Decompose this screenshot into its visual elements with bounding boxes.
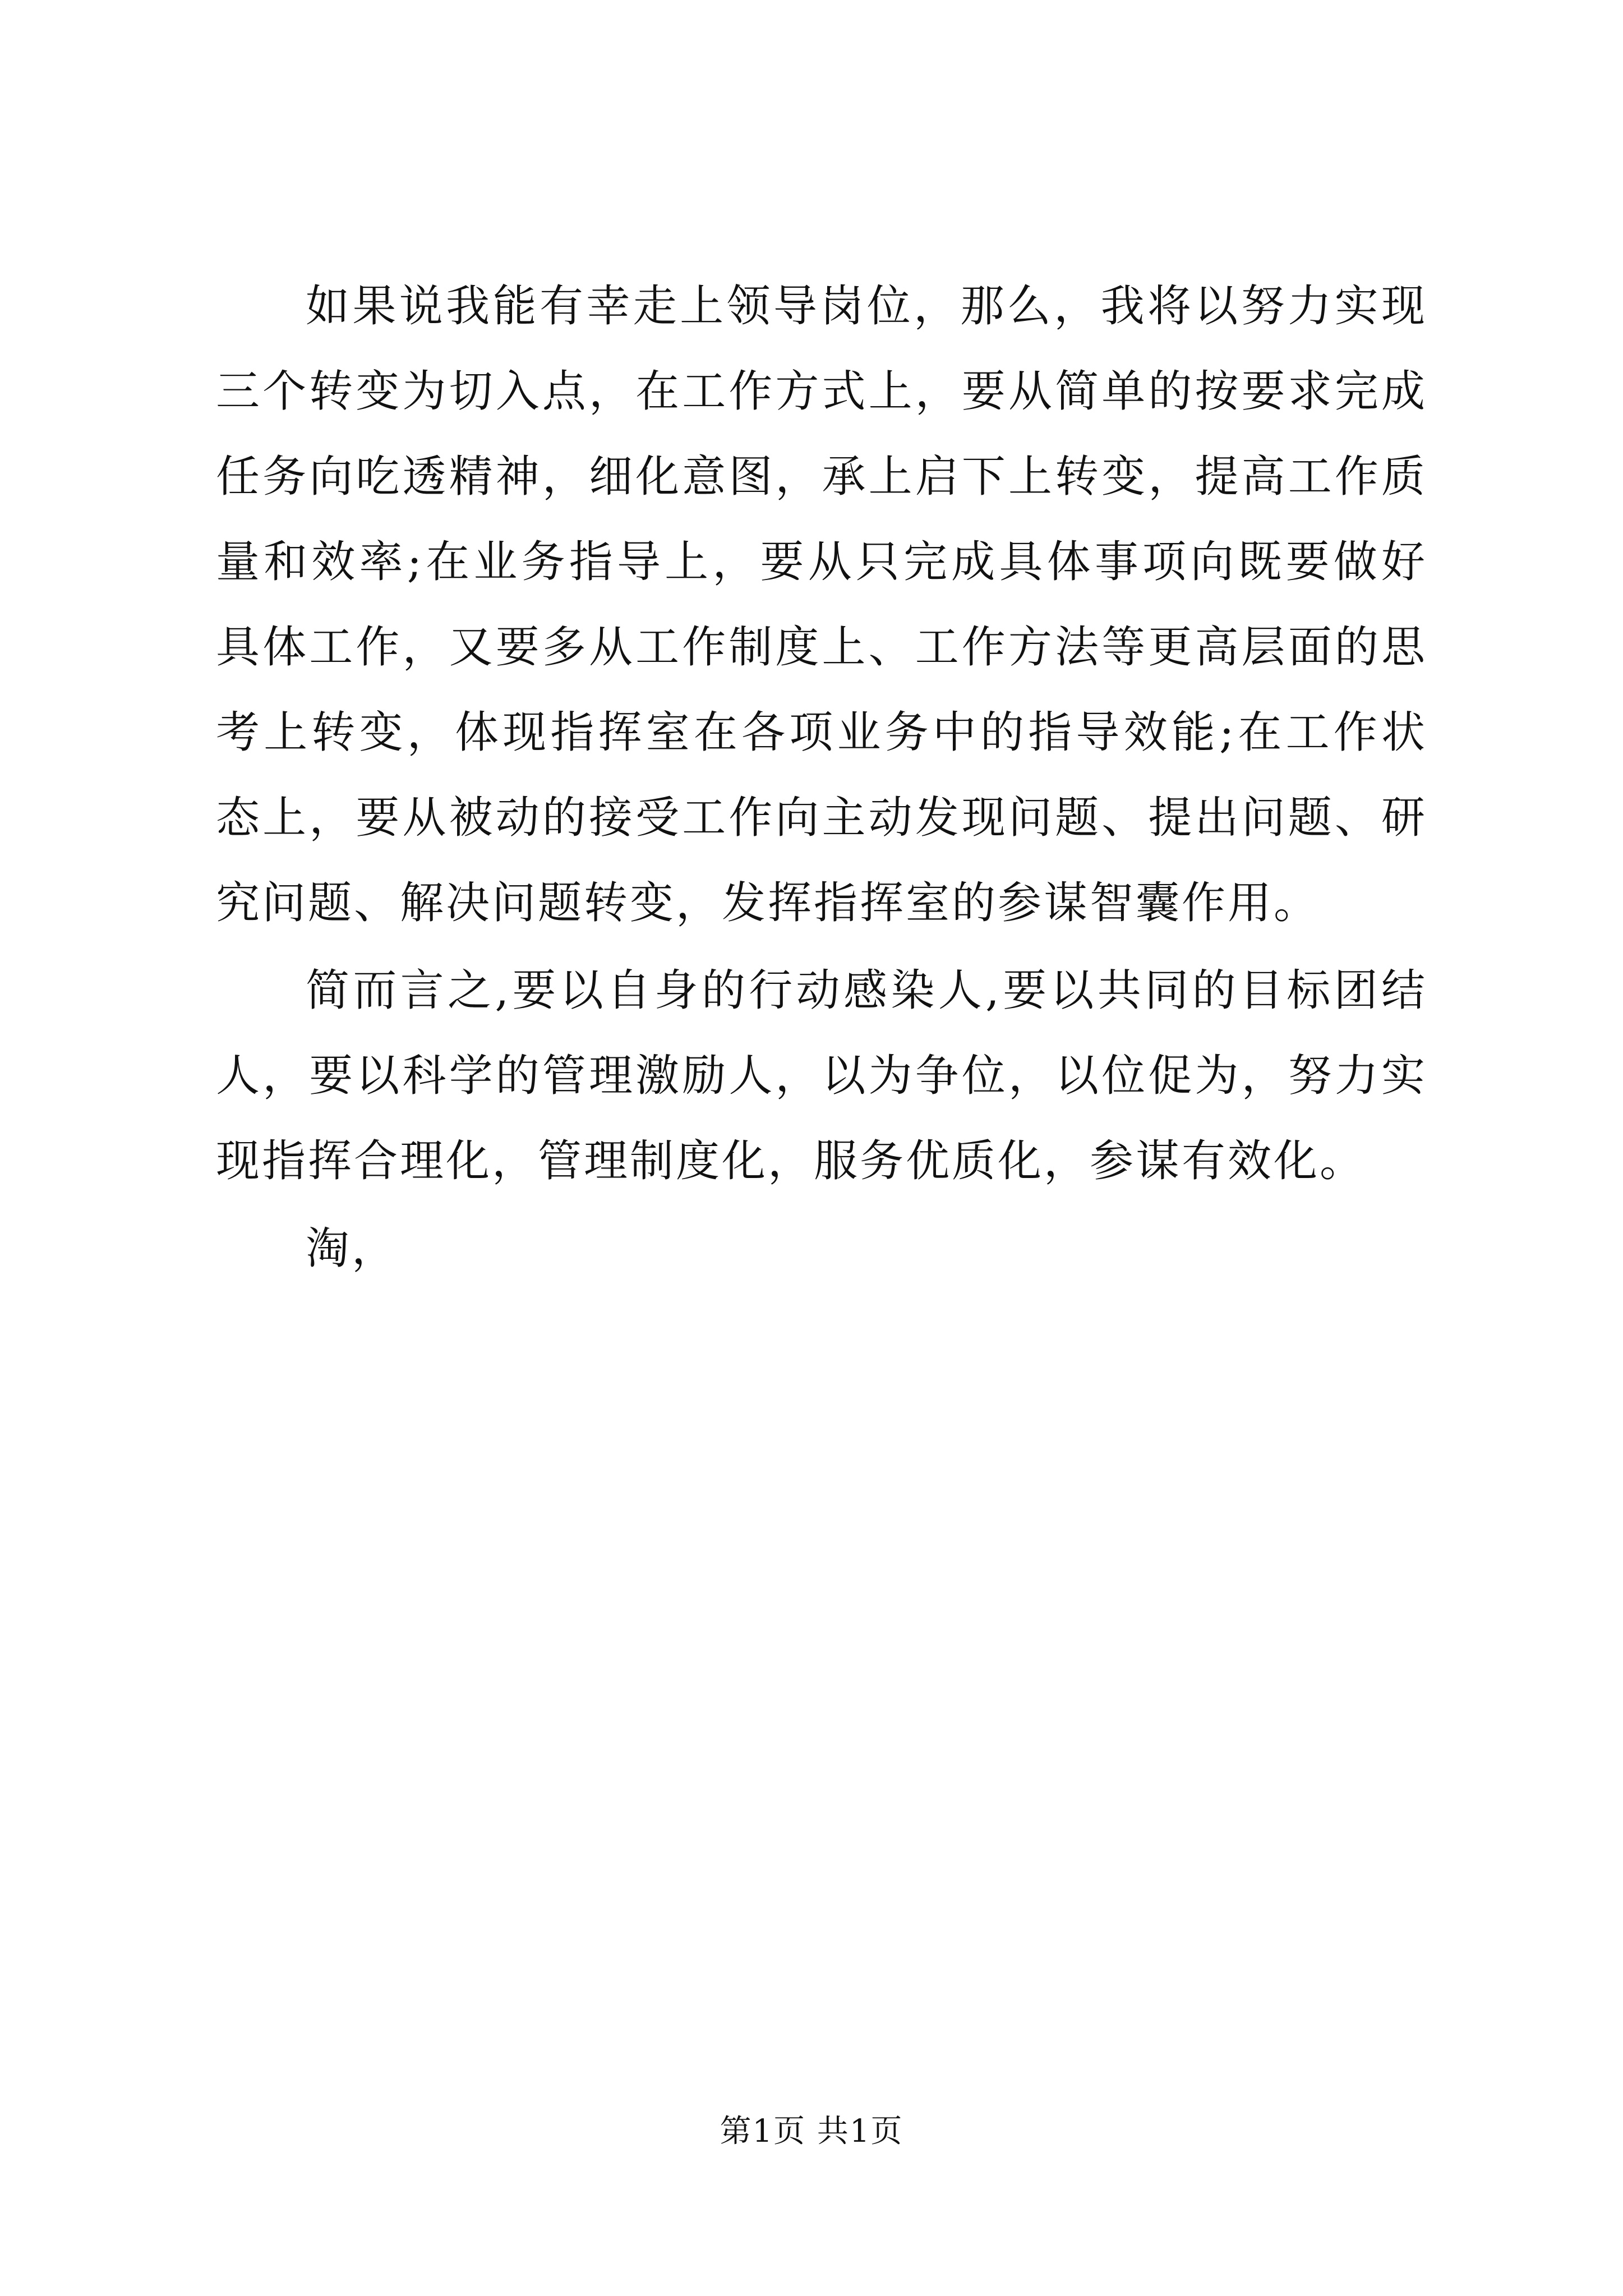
page-number: 第1页 共1页 — [720, 2113, 903, 2150]
paragraph-1: 如果说我能有幸走上领导岗位，那么，我将以努力实现三个转变为切入点，在工作方式上，要从简单的按要求完成任务向吃透精神，细化意图，承上启下上转变，提高工作质量和效率;在业务指导上，要从只完成具体事项向既要做好具体工作，又要多从工作制度上、工作方法等更高层面的思考上转变，体现指挥室在各项业务中的指导效能;在工作状态上，要从被动的接受工作向主动发现问题、提出问题、研究问题、解决问题转变，发挥指挥室的参谋智囊作用。 — [216, 281, 1427, 928]
document-body — [216, 264, 1427, 1291]
page-footer — [0, 2109, 1623, 2154]
paragraph-2: 简而言之,要以自身的行动感染人,要以共同的目标团结人，要以科学的管理激励人，以为争位，以位促为，努力实现指挥合理化，管理制度化，服务优质化，参谋有效化。 — [216, 965, 1427, 1186]
paragraph-3: 淘， — [306, 1223, 398, 1274]
